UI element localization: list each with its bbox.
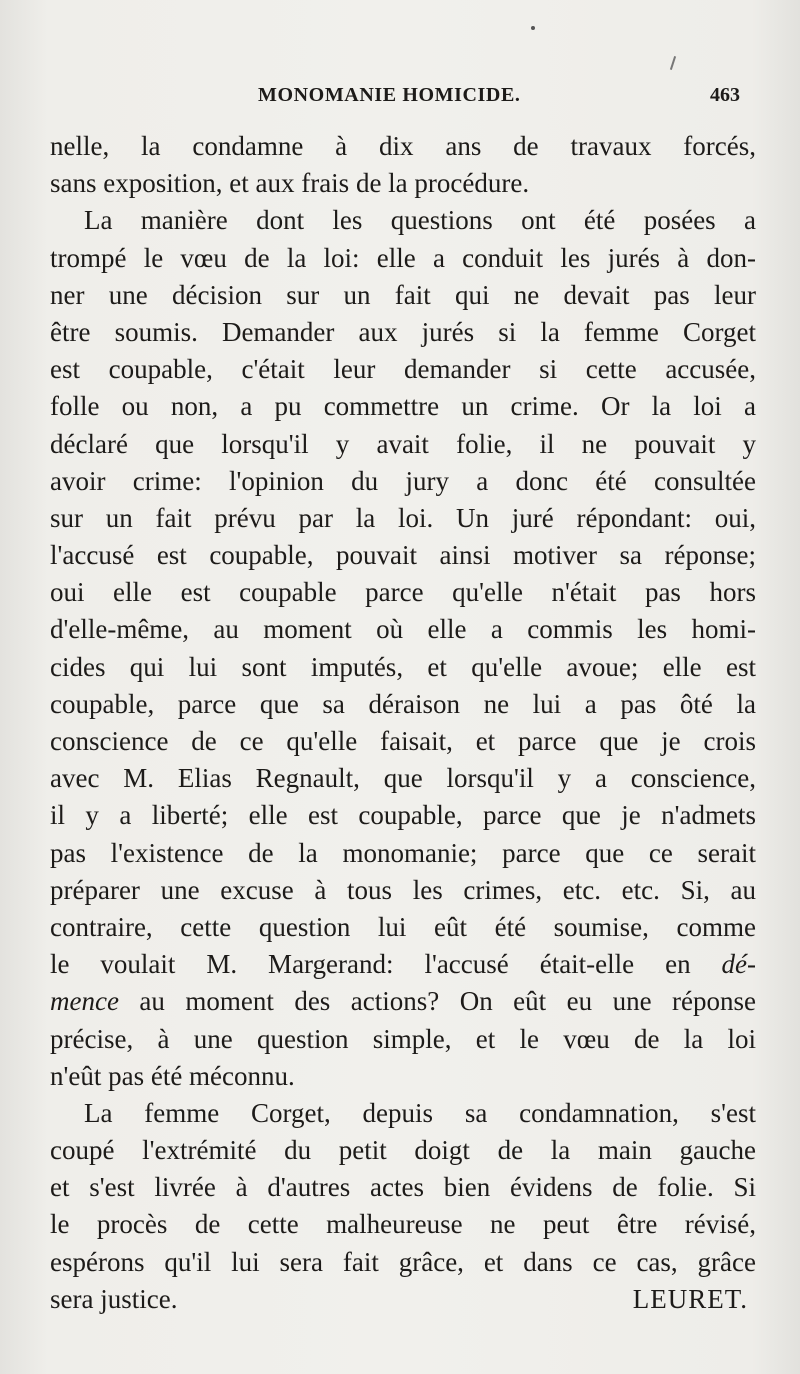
text-line: sans exposition, et aux frais de la procédure.	[50, 168, 530, 199]
text-line: être soumis. Demander aux jurés si la femme Corget	[50, 316, 756, 347]
text-line: conscience de ce qu'elle faisait, et parce que je crois	[50, 726, 756, 756]
text-line: sera justice.	[50, 1283, 178, 1314]
text-line: sur un fait prévu par la loi. Un juré répondant: oui,	[50, 502, 756, 533]
text-line: est coupable, c'était leur demander si cette accusée,	[50, 354, 756, 385]
text-line: avec M. Elias Regnault, que lorsqu'il y a conscience,	[50, 763, 756, 794]
text-line: et s'est livrée à d'autres actes bien évidens de folie. Si	[50, 1172, 756, 1203]
text-line: déclaré que lorsqu'il y avait folie, il ne pouvait y	[50, 428, 756, 459]
running-title: MONOMANIE HOMICIDE.	[258, 84, 521, 106]
text-line: La manière dont les questions ont été posées a	[84, 205, 756, 236]
text-line: oui elle est coupable parce qu'elle n'était pas hors	[50, 577, 756, 608]
ink-speck	[531, 26, 535, 30]
author-signature: LEURET.	[632, 1283, 748, 1314]
text-line: précise, à une question simple, et le vœu de la loi	[50, 1023, 756, 1054]
body-text	[50, 128, 756, 1318]
text-line: coupable, parce que sa déraison ne lui a pas ôté la	[50, 688, 756, 719]
text-line: nelle, la condamne à dix ans de travaux forcés,	[50, 131, 756, 161]
italic-word: dé-	[721, 949, 756, 980]
page-number: 463	[710, 84, 740, 106]
text-line: cides qui lui sont imputés, et qu'elle avoue; elle est	[50, 651, 756, 682]
text-line: trompé le vœu de la loi: elle a conduit les jurés à don-	[50, 242, 756, 273]
text-line: contraire, cette question lui eût été soumise, comme	[50, 911, 756, 942]
text-line-rest: au moment des actions? On eût eu une réponse	[118, 986, 756, 1017]
text-line: n'eût pas été méconnu.	[50, 1060, 295, 1091]
pencil-mark	[670, 56, 676, 70]
text-line: préparer une excuse à tous les crimes, etc. etc. Si, au	[50, 874, 756, 905]
text-line: pas l'existence de la monomanie; parce que ce serait	[50, 837, 756, 868]
text-line: avoir crime: l'opinion du jury a donc été consultée	[50, 465, 756, 496]
text-line: folle ou non, a pu commettre un crime. Or la loi a	[50, 391, 756, 422]
text-line: l'accusé est coupable, pouvait ainsi motiver sa réponse;	[50, 540, 756, 571]
text-line: ner une décision sur un fait qui ne devait pas leur	[50, 279, 756, 310]
text-line: le procès de cette malheureuse ne peut être révisé,	[50, 1209, 756, 1240]
text-line	[50, 983, 756, 1020]
running-head	[0, 84, 800, 114]
text-line: d'elle-même, au moment où elle a commis les homi-	[50, 614, 756, 645]
closing-line	[50, 1281, 756, 1318]
text-line: coupé l'extrémité du petit doigt de la main gauche	[50, 1135, 756, 1166]
text-line: il y a liberté; elle est coupable, parce que je n'admets	[50, 800, 756, 831]
text-line	[50, 946, 756, 983]
text-line: La femme Corget, depuis sa condamnation, s'est	[84, 1097, 756, 1128]
text-line: espérons qu'il lui sera fait grâce, et dans ce cas, grâce	[50, 1246, 756, 1277]
text-line-main: le voulait M. Margerand: l'accusé était-elle en	[50, 949, 722, 980]
italic-word: mence	[50, 986, 119, 1017]
